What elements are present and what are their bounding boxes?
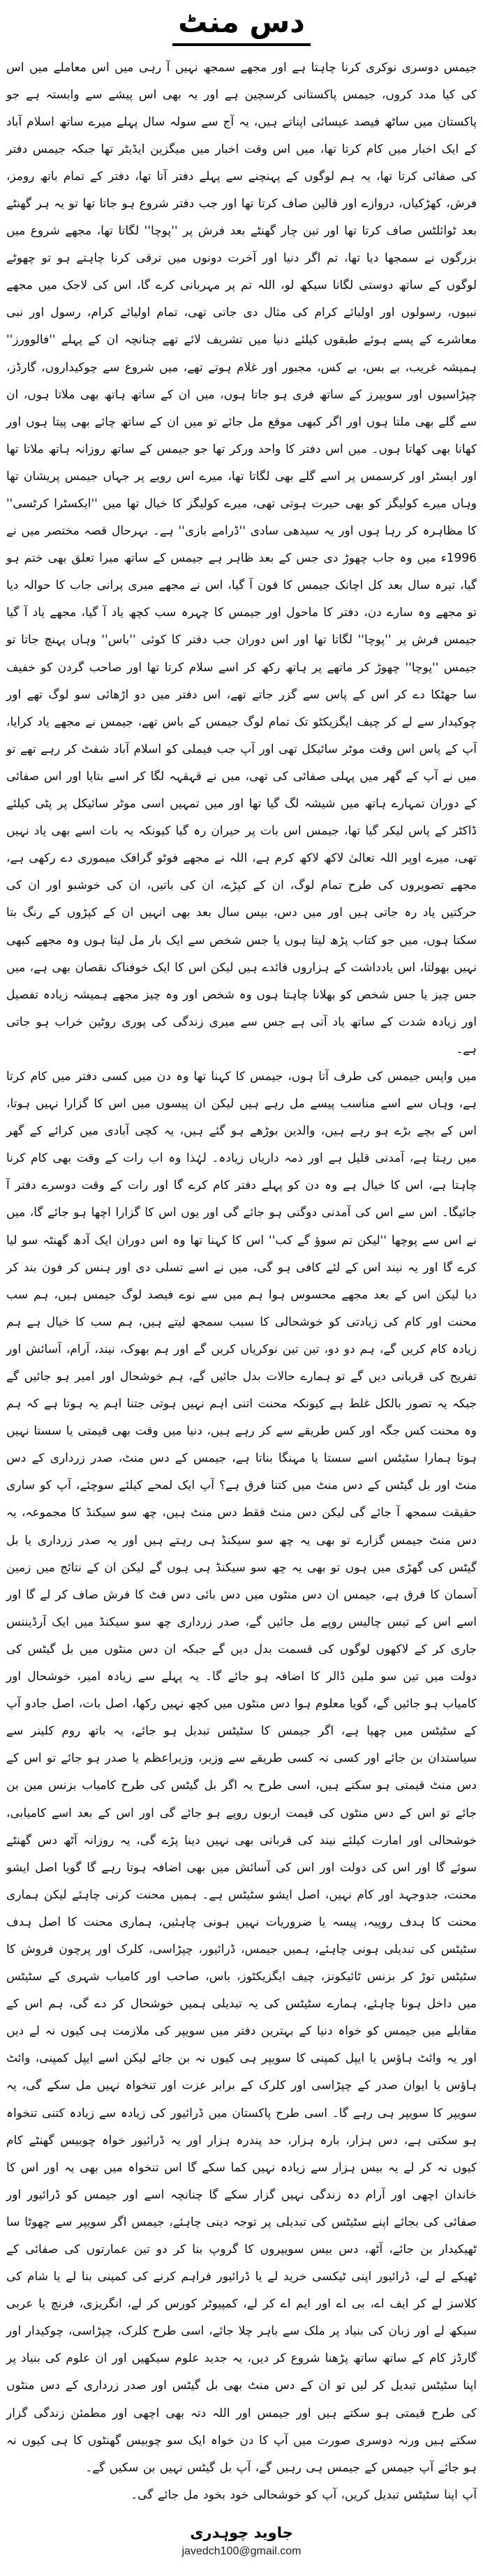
masthead — [6, 4, 477, 46]
signature-block — [6, 2524, 477, 2558]
article-body — [6, 54, 477, 2509]
article-paragraph-1: جیمس دوسری نوکری کرنا چاہتا ہے اور مجھے سمجھ نہیں آ رہی میں اس معاملے میں اس کی کیا مدد کروں، جیمس پاکستانی کرسچین ہے اور یہ بھی اس پیشے سے وابستہ ہے جو پاکستان میں ساٹھ فیصد عیسائی اپناتے ہیں، یہ آج سے سولہ سال پہلے میرے ساتھ اسلام آباد کے ایک اخبار میں کام کرتا تھا، میں اس وقت اخبار میں میگزین ایڈیٹر تھا جبکہ جیمس دفتر کی صفائی کرتا تھا، یہ ہم لوگوں کے پہنچنے سے پہلے دفتر آتا تھا، دفتر کے تمام باتھ رومز، فرش، کھڑکیاں، دروازے اور قالین صاف کرتا تھا اور جب دفتر شروع ہو جاتا تھا تو یہ ہر گھنٹے بعد ٹوائلٹس صاف کرتا تھا اور تین چار گھنٹے بعد فرش پر ''پوچا'' لگاتا تھا، مجھے شروع میں بزرگوں نے سمجھا دیا تھا، تم اگر دنیا اور آخرت دونوں میں ترقی کرنا چاہتے ہو تو چھوٹے لوگوں کے ساتھ دوستی لگانا سیکھ لو، اللہ تم پر مہربانی کرے گا، اس کی لاجک میں مجھے نبیوں، رسولوں اور اولیائے کرام کی مثال دی جاتی تھی، تمام اولیائے کرام، رسول اور نبی معاشرے کے پسے ہوئے طبقوں کیلئے دنیا میں تشریف لائے تھے چنانچہ ان کے پہلے ''فالوورز'' ہمیشہ غریب، بے بس، بے کس، مجبور اور غلام ہوتے تھے، میں شروع سے چوکیداروں، گارڈز، چپڑاسیوں اور سویپرز کے ساتھ فری ہو جاتا ہوں، میں ان کے ساتھ ہاتھ بھی ملاتا ہوں، ان سے گلے بھی ملتا ہوں اور اگر کبھی موقع مل جائے تو میں ان کے ساتھ چائے بھی پیتا ہوں اور کھانا بھی کھاتا ہوں۔ میں اس دفتر کا واحد ورکر تھا جو جیمس کے ساتھ روزانہ ہاتھ ملاتا تھا اور ایسٹر اور کرسمس پر اسے گلے بھی لگاتا تھا، میرے اس رویے پر جہاں جیمس پریشان تھا وہاں میرے کولیگز کو بھی حیرت ہوتی تھی، میرے کولیگز کا خیال تھا میں ''ایکسٹرا کرٹسی'' کا مظاہرہ کر رہا ہوں اور یہ سیدھی سادی ''ڈرامے بازی'' ہے۔ بہرحال قصہ مختصر میں نے 1996ء میں وہ جاب چھوڑ دی جس کے بعد ظاہر ہے جیمس کے ساتھ میرا تعلق بھی ختم ہو گیا، تیرہ سال بعد کل اچانک جیمس کا فون آ گیا، اس نے مجھے میری پرانی جاب کا حوالہ دیا تو مجھے وہ سارے دن، دفتر کا ماحول اور جیمس کا چہرہ سب کچھ یاد آ گیا، مجھے یاد آ گیا جیمس فرش پر ''پوچا'' لگاتا تھا اور اس دوران جب دفتر کا کوئی ''باس'' وہاں پہنچ جاتا تو جیمس ''پوچا'' چھوڑ کر ماتھے پر ہاتھ رکھ کر اسے سلام کرتا تھا اور صاحب گردن کو خفیف سا جھٹکا دے کر اس کے پاس سے گزر جاتے تھے، اس دفتر میں دو اڑھائی سو لوگ تھے اور چوکیدار سے لے کر چیف ایگزیکٹو تک تمام لوگ جیمس کے باس تھے، جیمس نے مجھے یاد کرایا، آپ کے پاس اس وقت موٹر سائیکل تھی اور آپ جب فیملی کو اسلام آباد شفٹ کر رہے تھے تو میں نے آپ کے گھر میں پہلی صفائی کی تھی، میں نے قہقہہ لگا کر اسے بتایا اور اس صفائی کے دوران تمہارے ہاتھ میں شیشہ لگ گیا تھا اور میں تمہیں اسی موٹر سائیکل پر پٹی کیلئے ڈاکٹر کے پاس لیکر گیا تھا، جیمس اس بات پر حیران رہ گیا کیونکہ یہ بات اسے بھی یاد نہیں تھی، میرے اوپر اللہ تعالیٰ لاکھ لاکھ کرم ہے، اللہ نے مجھے فوٹو گرافک میموری دے رکھی ہے، مجھے تصویروں کی طرح تمام لوگ، ان کے کپڑے، ان کی باتیں، ان کی خوشبو اور ان کی حرکتیں یاد رہ جاتی ہیں اور میں دس، بیس سال بعد بھی انہیں ان کے کپڑوں کے رنگ بتا سکتا ہوں، میں جو کتاب پڑھ لیتا ہوں یا جس شخص سے ایک بار مل لیتا ہوں وہ مجھے کبھی نہیں بھولتا، اس یادداشت کے ہزاروں فائدے ہیں لیکن اس کا ایک خوفناک نقصان بھی ہے، میں جس چیز یا جس شخص کو بھلانا چاہتا ہوں وہ شخص اور وہ چیز مجھے ہمیشہ زیادہ تفصیل اور زیادہ شدت کے ساتھ یاد آتی ہے جس سے میری زندگی کی پوری روٹین خراب ہو جاتی ہے۔ — [6, 60, 477, 1056]
article-paragraph-3: آپ اپنا سٹیٹس تبدیل کریں، آپ کو خوشحالی خود بخود مل جائے گی۔ — [131, 2487, 477, 2502]
title-underline-rule — [172, 43, 311, 46]
author-name: جاوید چوہدری — [190, 2524, 293, 2541]
page-title: دس منٹ — [178, 5, 305, 39]
article-paragraph-2: میں واپس جیمس کی طرف آتا ہوں، جیمس کا کہنا تھا وہ دن میں کسی دفتر میں کام کرتا ہے، وہاں سے اسے مناسب پیسے مل رہے ہیں لیکن ان پیسوں میں اس کا گزارا نہیں ہوتا، اس کے بچے بڑے ہو رہے ہیں، والدین بوڑھے ہو گئے ہیں، یہ کچی آبادی میں کرائے کے گھر میں رہتا ہے، آمدنی قلیل ہے اور ذمہ داریاں زیادہ۔ لہٰذا وہ اب رات کے وقت بھی کام کرنا چاہتا ہے، اس کا خیال ہے وہ دن کو پہلے دفتر کام کرے گا اور رات کے وقت دوسرے دفتر آ جائیگا۔ اس سے اس کی آمدنی دوگنی ہو جائے گی اور یوں اس کا گزارا اچھا ہو جائے گا، میں نے اس سے پوچھا ''لیکن تم سوؤ گے کب'' اس کا کہنا تھا وہ اس دوران ایک آدھ گھنٹہ سو لیا کرے گا اور یہ نیند اس کے لئے کافی ہو گی، میں نے اسے تسلی دی اور ہنس کر فون بند کر دیا لیکن اس کے بعد مجھے محسوس ہوا ہم میں سے نوے فیصد لوگ جیمس ہیں، ہم سب محنت اور کام کی زیادتی کو خوشحالی کا سبب سمجھ لیتے ہیں، ہم سب کا خیال ہے ہم زیادہ کام کریں گے، ہم دو دو، تین تین نوکریاں کریں گے اور ہم بھوک، نیند، آرام، آسائش اور تفریح کی قربانی دیں گے تو ہمارے حالات بدل جائیں گے، ہم خوشحال اور امیر ہو جائیں گے جبکہ یہ تصور بالکل غلط ہے کیونکہ محنت اتنی اہم نہیں ہوتی جتنا اہم یہ ہوتا ہے کہ ہم وہ محنت کس جگہ اور کس طریقے سے کر رہے ہیں، دنیا میں وقت بھی قیمتی یا سستا نہیں ہوتا ہمارا سٹیٹس اسے سستا یا مہنگا بناتا ہے، جیمس کے دس منٹ، صدر زرداری کے دس منٹ اور بل گیٹس کے دس منٹ میں کتنا فرق ہے؟ آپ ایک لمحے کیلئے سوچئے، آپ کو ساری حقیقت سمجھ آ جائے گی لیکن دس منٹ فقط دس منٹ ہیں، چھ سو سیکنڈ کا مجموعہ، یہ دس منٹ جیمس گزارے تو بھی یہ چھ سو سیکنڈ ہی رہتے ہیں اور یہ صدر زرداری یا بل گیٹس کی گھڑی میں ہوں تو بھی یہ چھ سو سیکنڈ ہی ہوں گے لیکن ان کے نتائج میں زمین آسمان کا فرق ہے، جیمس ان دس منٹوں میں دس بائی دس فٹ کا فرش صاف کر لے گا اور اسے اس کے تیس چالیس روپے مل جائیں گے، صدر زرداری چھ سو سیکنڈ میں ایک آرڈیننس جاری کر کے لاکھوں لوگوں کی قسمت بدل دیں گے جبکہ ان دس منٹوں میں بل گیٹس کی دولت میں تین سو ملین ڈالر کا اضافہ ہو جائے گا۔ یہ پہلے سے زیادہ امیر، خوشحال اور کامیاب ہو جائیں گے، گویا معلوم ہوا دس منٹوں میں کچھ نہیں رکھا، اصل بات، اصل جادو آپ کے سٹیٹس میں چھپا ہے، اگر جیمس کا سٹیٹس تبدیل ہو جائے، یہ باتھ روم کلینر سے سیاستدان بن جائے اور کسی نہ کسی طریقے سے وزیر، وزیراعظم یا صدر ہو جائے تو اس کے دس منٹ قیمتی ہو سکتے ہیں، اسی طرح یہ اگر بل گیٹس کی طرح کامیاب بزنس مین بن جائے تو اس کے دس منٹوں کی قیمت اربوں روپے ہو جائے گی اور اس کے بعد اسے کامیابی، خوشحالی اور امارت کیلئے نیند کی قربانی بھی نہیں دینا پڑے گی، یہ روزانہ آٹھ دس گھنٹے سوئے گا اور اس کی دولت اور اس کی آسائش میں بھی اضافہ ہوتا رہے گا گویا اصل ایشو محنت، جدوجہد اور کام نہیں، اصل ایشو سٹیٹس ہے۔ ہمیں محنت کرنی چاہئے لیکن ہماری محنت کا ہدف روپیہ، پیسہ یا ضروریات نہیں ہونی چاہئیں، ہماری محنت کا اصل ہدف سٹیٹس کی تبدیلی ہونی چاہئے، ہمیں جیمس، ڈرائیور، چپڑاسی، کلرک اور پرچون فروش کا سٹیٹس توڑ کر بزنس ٹائیکونز، چیف ایگزیکٹوز، باس، صاحب اور کامیاب شہری کے سٹیٹس میں داخل ہونا چاہئے، ہمارے سٹیٹس کی یہ تبدیلی ہمیں خوشحال کر دے گی، ہم اس کے مقابلے میں جیمس کو خواہ دنیا کے بہترین دفتر میں سویپر کی ملازمت ہی کیوں نہ لے دیں اور یہ وائٹ ہاؤس یا ایپل کمپنی کا سویپر ہی کیوں نہ بن جائے لیکن اسے ایپل کمپنی، وائٹ ہاؤس یا ایوان صدر کے چپڑاسی اور کلرک کے برابر عزت اور تنخواہ نہیں مل سکے گی، یہ سویپر کا سویپر ہی رہے گا۔ اسی طرح پاکستان میں ڈرائیور کی زیادہ سے زیادہ کتنی تنخواہ ہو سکتی ہے، دس ہزار، بارہ ہزار، حد پندرہ ہزار اور یہ ڈرائیور خواہ چوبیس گھنٹے کام کیوں نہ کر لے یہ بیس ہزار سے زیادہ نہیں کما سکے گا اس تنخواہ میں بھی یہ اور اس کا خاندان اچھی اور آرام دہ زندگی نہیں گزار سکے گا چنانچہ اسے اور جیمس کو ڈرائیور اور صفائی کی بجائے اپنے سٹیٹس کی تبدیلی پر توجہ دینی چاہئے، جیمس اگر سویپر سے چھوٹا سا ٹھیکیدار بن جائے، آٹھ، دس بیس سویپروں کا گروپ بنا کر دو تین عمارتوں کی صفائی کے ٹھیکے لے لے، ڈرائیور اپنی ٹیکسی خرید لے یا ڈرائیور فراہم کرنے کی کمپنی بنا لے یا شام کی کلاسز لے کر ایف اے، بی اے اور ایم اے کر لے، کمپیوٹر کورس کر لے، انگریزی، فرنچ یا عربی سیکھ لے اور زبان کی بنیاد پر ملک سے باہر چلا جائے، اسی طرح کلرک، چپڑاسی، چوکیدار اور گارڈز کام کے ساتھ ساتھ پڑھنا شروع کر دیں، یہ جدید علوم سیکھیں اور ان علوم کی بنیاد پر اپنا سٹیٹس تبدیل کر لیں تو ان کے دس منٹ بھی بل گیٹس اور صدر زرداری کے دس منٹوں کی طرح قیمتی ہو سکتے ہیں اور جیمس اور اللہ دتہ بھی اچھی اور مطمئن زندگی گزار سکتے ہیں ورنہ دوسری صورت میں آپ کا دن خواہ ایک سو چوبیس گھنٹوں کا ہی کیوں نہ ہو جائے آپ جیمس کے جیمس ہی رہیں گے، آپ بل گیٹس نہیں بن سکیں گے۔ — [6, 1069, 477, 2475]
author-email: javedch100@gmail.com — [181, 2545, 302, 2557]
